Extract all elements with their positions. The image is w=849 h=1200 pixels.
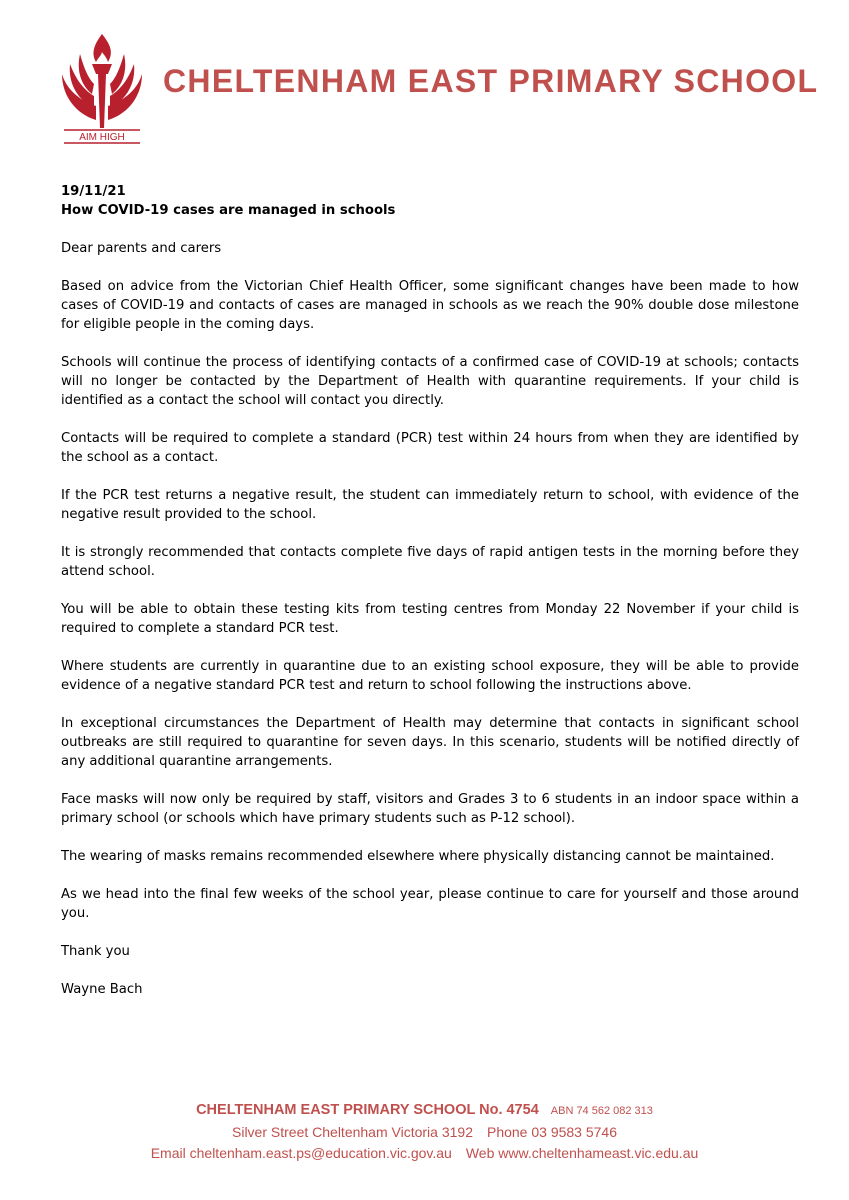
school-logo [56, 30, 148, 148]
letter-paragraph: The wearing of masks remains recommended elsewhere where physically distancing cannot be maintained. [61, 849, 775, 864]
letterhead-footer [0, 1098, 849, 1164]
svg-text:AIM HIGH: AIM HIGH [79, 132, 125, 143]
letter-signatory: Wayne Bach [61, 982, 143, 997]
letter-paragraph: Schools will continue the process of identifying contacts of a confirmed case of COVID-19 at schools; contacts will no longer be contacted by the Department of Health with quarantine requirements. If your child is identified as a contact the school will contact you directly. [61, 355, 799, 408]
letter-paragraph: It is strongly recommended that contacts complete five days of rapid antigen tests in the morning before they attend school. [61, 545, 799, 579]
footer-school-name: CHELTENHAM EAST PRIMARY SCHOOL No. 4754 [196, 1102, 539, 1118]
letter-subject: How COVID-19 cases are managed in schools [61, 203, 396, 218]
letter-paragraph: Based on advice from the Victorian Chief Health Officer, some significant changes have been made to how cases of COVID-19 and contacts of cases are managed in schools as we reach the 90% double dose milestone for eligible people in the coming days. [61, 279, 799, 332]
school-title: CHELTENHAM EAST PRIMARY SCHOOL [163, 63, 819, 99]
footer-contact-line [0, 1143, 849, 1164]
letter-paragraph: As we head into the final few weeks of the school year, please continue to care for yourself and those around you. [61, 887, 799, 921]
letter-closing: Thank you [61, 944, 130, 959]
footer-name-line [0, 1098, 849, 1122]
letter-paragraph: In exceptional circumstances the Department of Health may determine that contacts in significant school outbreaks are still required to quarantine for seven days. In this scenario, students will be notified directly of any additional quarantine arrangements. [61, 716, 799, 769]
letter-date: 19/11/21 [61, 184, 126, 199]
footer-phone: Phone 03 9583 5746 [486, 1124, 617, 1140]
letter-paragraph: You will be able to obtain these testing kits from testing centres from Monday 22 November if your child is required to complete a standard PCR test. [61, 602, 799, 636]
torch-wreath-logo-icon [56, 30, 148, 148]
footer-email[interactable]: Email cheltenham.east.ps@education.vic.gov.au [150, 1145, 452, 1161]
letter-paragraph: Face masks will now only be required by staff, visitors and Grades 3 to 6 students in an indoor space within a primary school (or schools which have primary students such as P-12 school). [61, 792, 799, 826]
letter-paragraph: Contacts will be required to complete a standard (PCR) test within 24 hours from when they are identified by the school as a contact. [61, 431, 799, 465]
footer-address-line [0, 1122, 849, 1143]
footer-abn: ABN 74 562 082 313 [550, 1105, 653, 1117]
letter-paragraph: Where students are currently in quarantine due to an existing school exposure, they will be able to provide evidence of a negative standard PCR test and return to school following the instructions above. [61, 659, 799, 693]
footer-address: Silver Street Cheltenham Victoria 3192 [232, 1124, 473, 1140]
letter-body [61, 182, 799, 1018]
letter-paragraph: If the PCR test returns a negative result, the student can immediately return to school, with evidence of the negative result provided to the school. [61, 488, 799, 522]
footer-web[interactable]: Web www.cheltenhameast.vic.edu.au [465, 1145, 699, 1161]
letter-salutation: Dear parents and carers [61, 241, 222, 256]
